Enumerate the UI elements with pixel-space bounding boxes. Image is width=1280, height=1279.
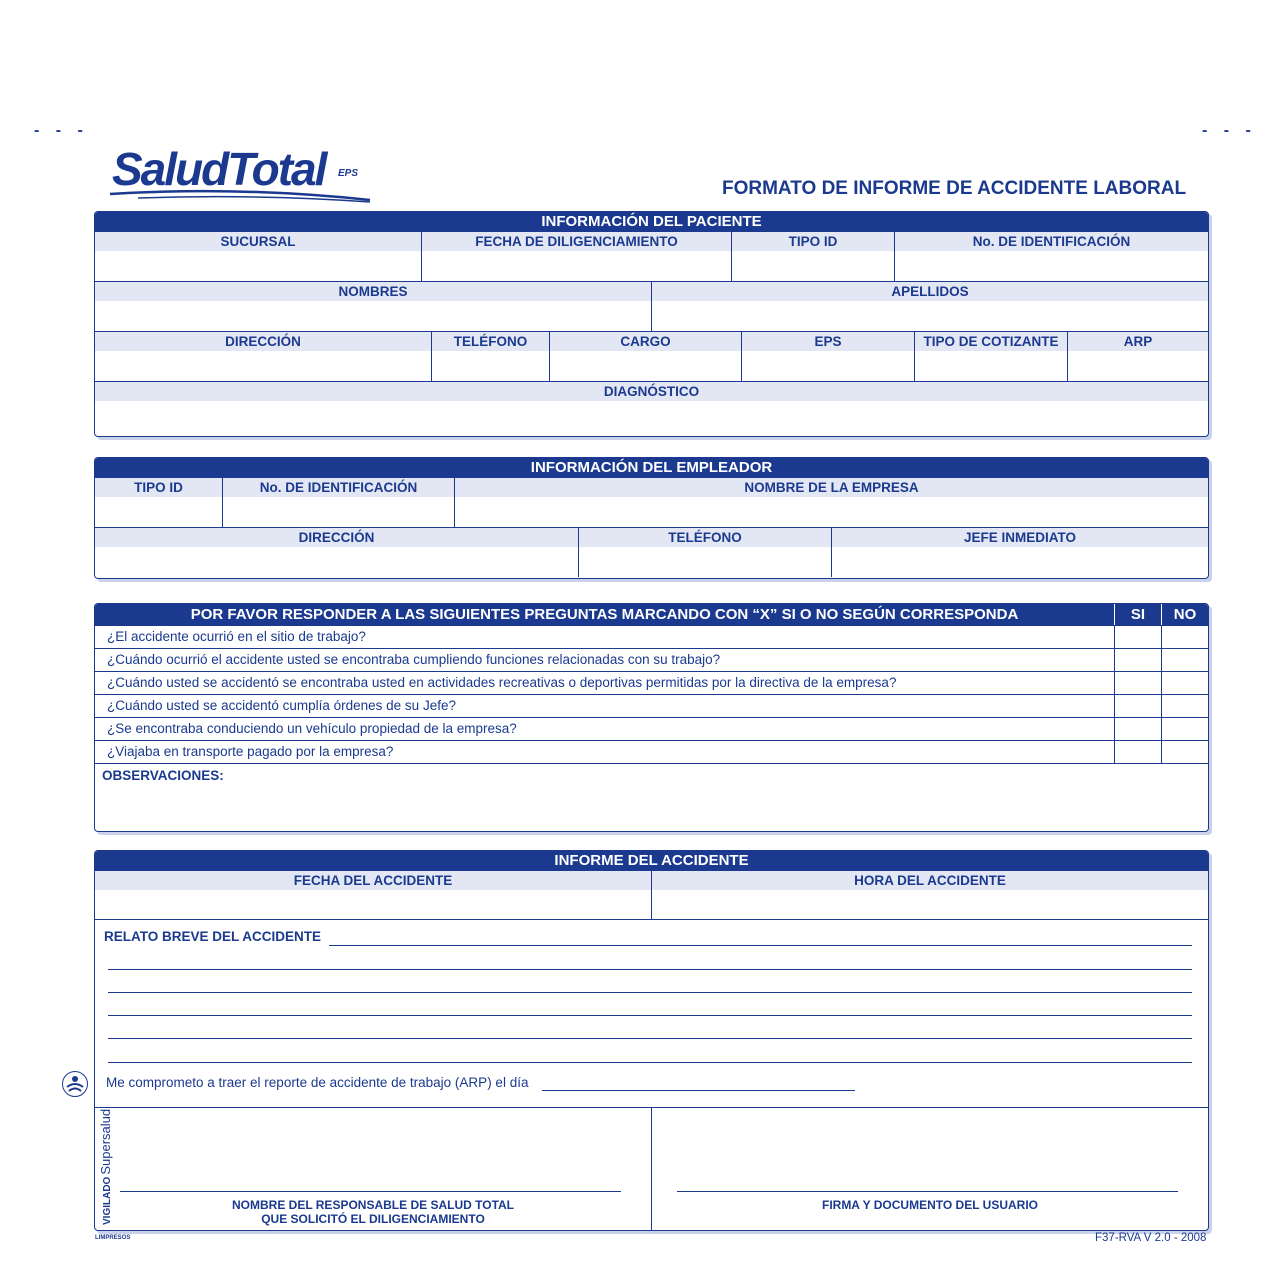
form-code: F37-RVA V 2.0 - 2008 [1095, 1232, 1207, 1244]
responsable-label [95, 1198, 651, 1226]
field-tipo-id[interactable] [732, 251, 894, 281]
label-emp-telefono: TELÉFONO [579, 528, 831, 547]
header-si: SI [1114, 604, 1161, 625]
cut-mark-left: - - - [34, 122, 89, 139]
label-emp-tipo-id: TIPO ID [95, 478, 222, 497]
checkbox-no[interactable] [1161, 672, 1208, 694]
vigilado-label: VIGILADO [102, 1176, 113, 1225]
question-row [95, 625, 1208, 648]
questions-title: POR FAVOR RESPONDER A LAS SIGUIENTES PREGUNTAS MARCANDO CON “X” SI O NO SEGÚN CORRESPONDA [190, 606, 1019, 623]
question-text: ¿Cuándo usted se accidentó se encontraba usted en actividades recreativas o deportivas permitidas por la directiva de la empresa? [107, 675, 897, 690]
label-direccion: DIRECCIÓN [95, 332, 431, 351]
checkbox-si[interactable] [1114, 672, 1161, 694]
patient-section [94, 211, 1209, 437]
relato-line[interactable] [108, 1062, 1192, 1063]
label-emp-direccion: DIRECCIÓN [95, 528, 578, 547]
vigilado-supersalud-seal [50, 1085, 120, 1225]
field-nombres[interactable] [95, 301, 651, 331]
label-eps: EPS [742, 332, 914, 351]
responsable-label-line2: QUE SOLICITÓ EL DILIGENCIAMIENTO [261, 1212, 485, 1226]
relato-area [95, 919, 1208, 1107]
field-direccion[interactable] [95, 351, 431, 381]
document-title: FORMATO DE INFORME DE ACCIDENTE LABORAL [722, 178, 1187, 199]
relato-line[interactable] [108, 992, 1192, 993]
responsable-label-line1: NOMBRE DEL RESPONSABLE DE SALUD TOTAL [231, 1198, 515, 1212]
usuario-label: FIRMA Y DOCUMENTO DEL USUARIO [821, 1198, 1039, 1212]
usuario-signature-box[interactable] [651, 1108, 1208, 1231]
question-row [95, 740, 1208, 763]
field-tipo-cotizante[interactable] [915, 351, 1067, 381]
label-hora-accidente: HORA DEL ACCIDENTE [652, 871, 1208, 890]
employer-section-title: INFORMACIÓN DEL EMPLEADOR [95, 458, 1208, 478]
field-apellidos[interactable] [652, 301, 1208, 331]
label-emp-no-identificacion: No. DE IDENTIFICACIÓN [223, 478, 454, 497]
field-telefono[interactable] [432, 351, 549, 381]
question-text: ¿Cuándo ocurrió el accidente usted se encontraba cumpliendo funciones relacionadas con su trabajo? [107, 652, 721, 667]
relato-line[interactable] [108, 1038, 1192, 1039]
responsable-signature-box[interactable] [95, 1108, 651, 1231]
checkbox-no[interactable] [1161, 695, 1208, 717]
accident-report-title: INFORME DEL ACCIDENTE [95, 851, 1208, 871]
relato-line[interactable] [108, 969, 1192, 970]
checkbox-no[interactable] [1161, 741, 1208, 763]
field-arp[interactable] [1068, 351, 1208, 381]
question-text: ¿El accidente ocurrió en el sitio de trabajo? [107, 629, 366, 644]
supersalud-icon [62, 1071, 88, 1097]
question-text: ¿Se encontraba conduciendo un vehículo propiedad de la empresa? [107, 721, 517, 736]
field-fecha-diligenciamiento[interactable] [422, 251, 731, 281]
field-hora-accidente[interactable] [652, 890, 1208, 919]
field-eps[interactable] [742, 351, 914, 381]
logo-swoosh-icon [108, 188, 378, 204]
field-emp-no-identificacion[interactable] [223, 497, 454, 527]
questions-section [94, 603, 1209, 832]
field-cargo[interactable] [550, 351, 741, 381]
vigilado-text [98, 1109, 113, 1225]
checkbox-si[interactable] [1114, 741, 1161, 763]
usuario-signature-line [677, 1191, 1178, 1192]
compromiso-text: Me comprometo a traer el reporte de accidente de trabajo (ARP) el día [106, 1075, 529, 1090]
question-row [95, 694, 1208, 717]
field-sucursal[interactable] [95, 251, 421, 281]
question-row [95, 671, 1208, 694]
label-nombres: NOMBRES [95, 282, 651, 301]
responsable-signature-line [120, 1191, 621, 1192]
checkbox-si[interactable] [1114, 718, 1161, 740]
field-emp-tipo-id[interactable] [95, 497, 222, 527]
header-no: NO [1161, 604, 1208, 625]
label-telefono: TELÉFONO [432, 332, 549, 351]
checkbox-si[interactable] [1114, 626, 1161, 648]
checkbox-si[interactable] [1114, 649, 1161, 671]
salud-total-logo [108, 140, 378, 205]
observaciones-field[interactable] [95, 763, 1208, 831]
label-tipo-cotizante: TIPO DE COTIZANTE [915, 332, 1067, 351]
employer-section [94, 457, 1209, 579]
label-arp: ARP [1068, 332, 1208, 351]
patient-section-title: INFORMACIÓN DEL PACIENTE [95, 212, 1208, 232]
field-emp-direccion[interactable] [95, 547, 578, 577]
label-no-identificacion: No. DE IDENTIFICACIÓN [895, 232, 1208, 251]
relato-line[interactable] [329, 945, 1192, 946]
field-no-identificacion[interactable] [895, 251, 1208, 281]
label-sucursal: SUCURSAL [95, 232, 421, 251]
label-fecha-accidente: FECHA DEL ACCIDENTE [95, 871, 651, 890]
logo-eps: EPS [338, 168, 359, 179]
question-text: ¿Viajaba en transporte pagado por la empresa? [107, 744, 394, 759]
field-nombre-empresa[interactable] [455, 497, 1208, 527]
supersalud-label: Supersalud [98, 1108, 113, 1175]
field-jefe-inmediato[interactable] [832, 547, 1208, 577]
label-fecha-diligenciamiento: FECHA DE DILIGENCIAMIENTO [422, 232, 731, 251]
observaciones-label: OBSERVACIONES: [102, 768, 224, 783]
question-row [95, 648, 1208, 671]
relato-label: RELATO BREVE DEL ACCIDENTE [104, 929, 322, 944]
checkbox-no[interactable] [1161, 626, 1208, 648]
field-fecha-accidente[interactable] [95, 890, 651, 919]
accident-report-section [94, 850, 1209, 1231]
label-cargo: CARGO [550, 332, 741, 351]
logo-brand: SaludTotal [112, 143, 326, 195]
relato-line[interactable] [108, 1015, 1192, 1016]
field-emp-telefono[interactable] [579, 547, 831, 577]
label-tipo-id: TIPO ID [732, 232, 894, 251]
label-jefe-inmediato: JEFE INMEDIATO [832, 528, 1208, 547]
label-nombre-empresa: NOMBRE DE LA EMPRESA [455, 478, 1208, 497]
checkbox-no[interactable] [1161, 649, 1208, 671]
checkbox-no[interactable] [1161, 718, 1208, 740]
label-apellidos: APELLIDOS [652, 282, 1208, 301]
question-text: ¿Cuándo usted se accidentó cumplía órdenes de su Jefe? [107, 698, 456, 713]
checkbox-si[interactable] [1114, 695, 1161, 717]
question-row [95, 717, 1208, 740]
cut-mark-right: - - - [1202, 122, 1257, 139]
printer-mark: LIMPRESOS [95, 1235, 131, 1241]
label-diagnostico: DIAGNÓSTICO [95, 382, 1208, 401]
field-diagnostico[interactable] [95, 401, 1208, 435]
compromiso-fecha-line[interactable] [542, 1090, 855, 1091]
